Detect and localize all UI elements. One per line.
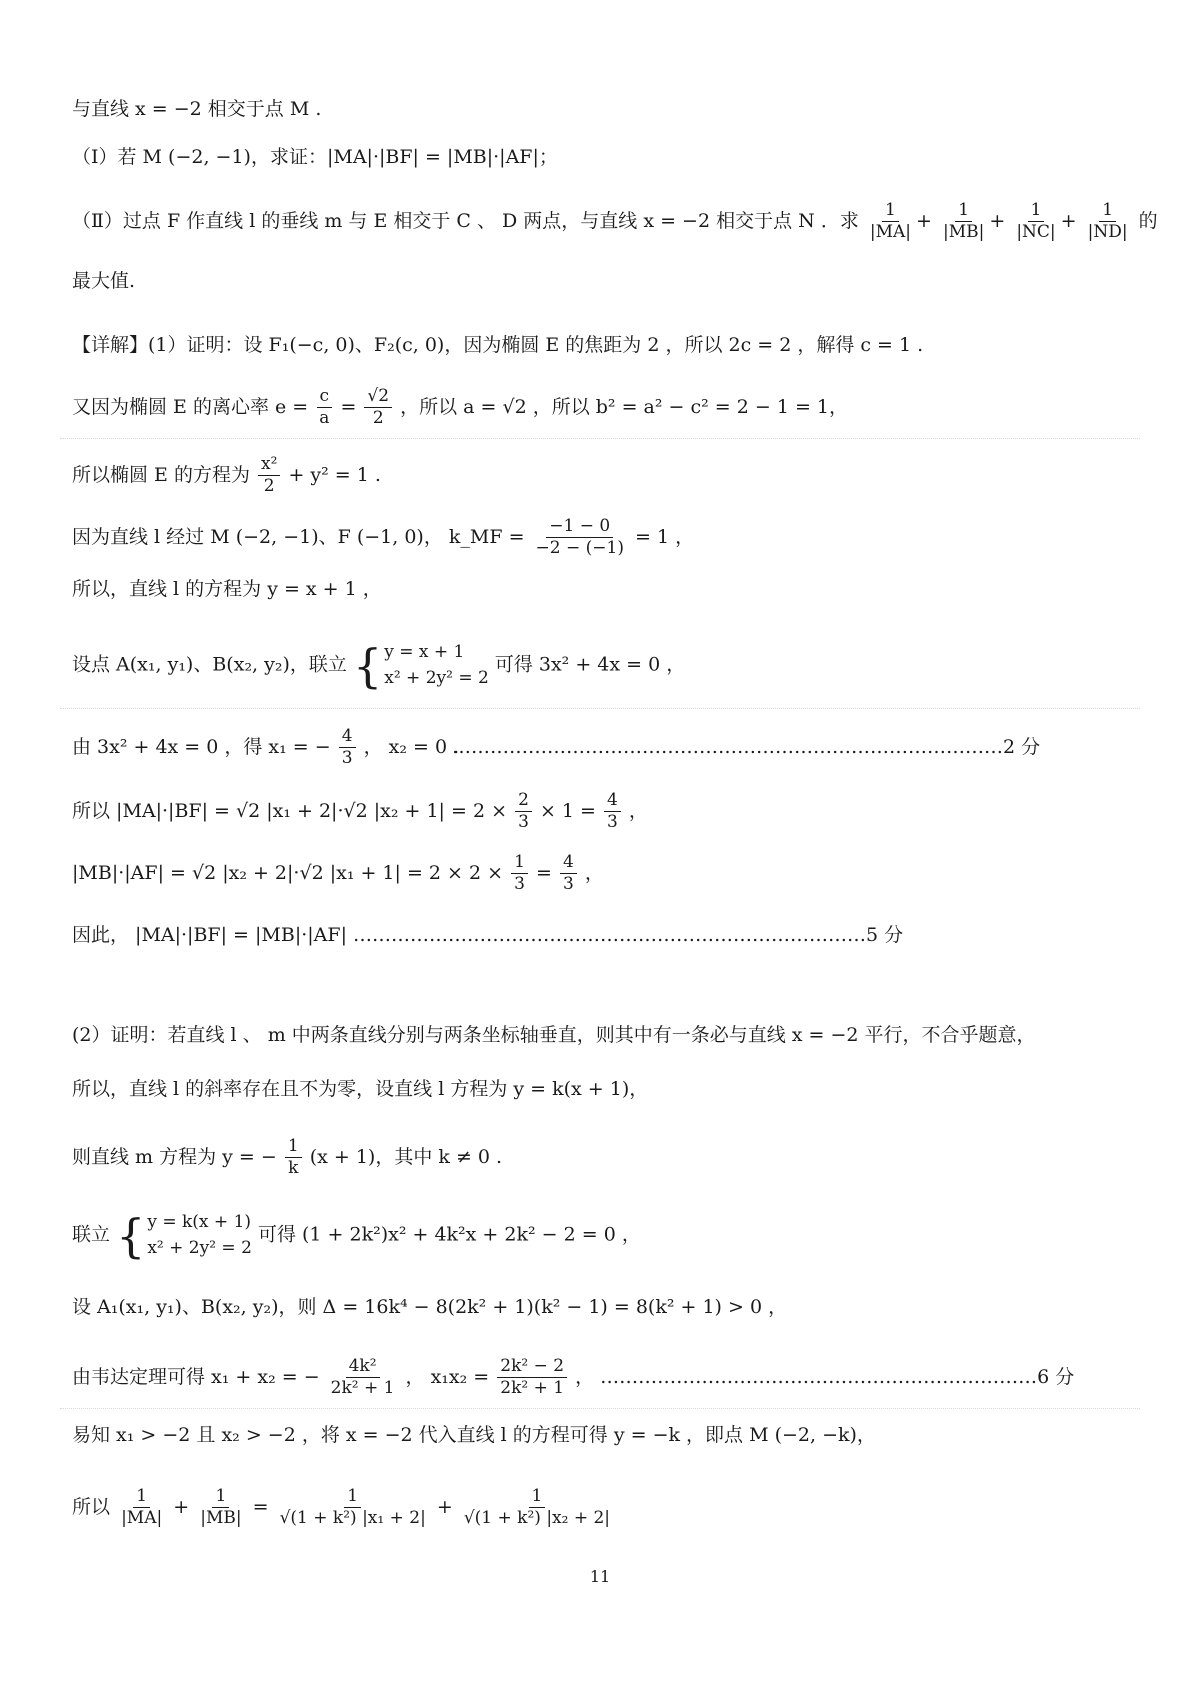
denominator: 2k² + 1 (500, 1378, 565, 1399)
text-span: 所以椭圆 E 的方程为 (72, 463, 250, 486)
text-span: ， x₁x₂ = (405, 1365, 490, 1388)
denominator: −2 − (−1) (535, 538, 624, 559)
denominator: 3 (562, 874, 574, 895)
numerator: 4 (560, 852, 577, 874)
denominator: |MB| (200, 1508, 242, 1529)
fraction (258, 454, 280, 498)
text-line: （Ⅱ）过点 F 作直线 l 的垂线 m 与 E 相交于 C 、 D 两点，与直线 x = −2 相交于点 N ．求 $\frac{1}{|MA|}$ + $\frac{1}{|MB|}$ + $\frac{1}{|NC|}$ + $\frac{1}{|ND|}$ 的 (72, 200, 1158, 243)
text-line (72, 1210, 641, 1261)
numerator: 1 (1028, 200, 1045, 222)
text-span: 由 3x² + 4x = 0 ，得 x₁ = − (72, 735, 331, 758)
numerator: √2 (364, 386, 392, 408)
fraction (316, 386, 332, 430)
divider (60, 708, 1140, 709)
text-line: (2）证明：若直线 l 、 m 中两条直线分别与两条坐标轴垂直，则其中有一条必与直线 x = −2 平行，不合乎题意， (72, 1024, 1036, 1046)
numerator: 4 (339, 726, 356, 748)
score-marker: ………………………………………………………………………5 分 (353, 924, 904, 946)
system-row: y = x + 1 (384, 642, 465, 662)
text-line: 最大值. (72, 270, 136, 292)
text-line (72, 926, 903, 945)
denominator: |MA| (121, 1508, 163, 1529)
denominator: k (288, 1158, 299, 1179)
denominator: |NC| (1016, 222, 1056, 243)
text-line (72, 726, 459, 770)
denominator: 2 (263, 476, 275, 497)
text-span: 的 (1138, 209, 1158, 232)
text-line: 易知 x₁ > −2 且 x₂ > −2 ，将 x = −2 代入直线 l 的方程可得 y = −k ，即点 M (−2, −k)， (72, 1424, 876, 1446)
numerator: 1 (212, 1486, 229, 1508)
page-number: 11 (589, 1567, 611, 1586)
text-span: + (173, 1495, 190, 1518)
score-marker: ……………………………………………………………………………2 分 (452, 736, 1041, 758)
denominator: 2 (372, 408, 384, 429)
text-span: （Ⅱ）过点 F 作直线 l 的垂线 m 与 E 相交于 C 、 D 两点，与直线 x = −2 相交于点 N ．求 (72, 209, 859, 232)
text-span: 联立 (72, 1223, 111, 1246)
text-span: ， x₂ = 0 . (363, 735, 460, 758)
denominator: √(1 + k²) |x₁ + 2| (279, 1508, 426, 1529)
denominator: |MA| (869, 222, 912, 243)
fraction (118, 1486, 165, 1530)
denominator: 2k² + 1 (330, 1378, 395, 1399)
fraction (1085, 200, 1131, 244)
text-span: + y² = 1 . (288, 463, 381, 486)
text-span: ，所以 a = √2 ，所以 b² = a² − c² = 2 − 1 = 1， (400, 395, 848, 418)
text-span: = (535, 861, 552, 884)
text-line (72, 516, 694, 560)
text-line (72, 386, 848, 430)
text-span: 可得 3x² + 4x = 0 ， (494, 653, 686, 676)
text-span: ， (584, 861, 604, 884)
numerator: 1 (1099, 200, 1116, 222)
text-span: × 1 = (539, 799, 596, 822)
text-line: 与直线 x = −2 相交于点 M . (72, 98, 322, 120)
text-span: + (436, 1495, 453, 1518)
denominator: |MB| (942, 222, 985, 243)
system-row: x² + 2y² = 2 (147, 1237, 252, 1258)
text-span: 因为直线 l 经过 M (−2, −1)、F (−1, 0)， k_MF = (72, 525, 525, 548)
numerator: 1 (511, 852, 528, 874)
text-span: 设点 A(x₁, y₁)、B(x₂, y₂)，联立 (72, 653, 347, 676)
text-line (72, 454, 381, 498)
denominator: |ND| (1087, 222, 1128, 243)
fraction (940, 200, 987, 244)
fraction (604, 790, 621, 834)
text-line (72, 852, 604, 896)
fraction (339, 726, 356, 770)
denominator: 3 (518, 812, 529, 833)
fraction (285, 1136, 302, 1180)
text-span: |MB|·|AF| = √2 |x₂ + 2|·√2 |x₁ + 1| = 2 × 2 × (72, 861, 504, 884)
fraction (560, 852, 577, 896)
denominator: 3 (607, 812, 618, 833)
numerator: 1 (955, 200, 972, 222)
text-span: = (252, 1495, 269, 1518)
fraction (1013, 200, 1058, 244)
fraction (533, 516, 627, 560)
numerator: 1 (882, 200, 899, 222)
fraction (515, 790, 532, 834)
denominator: 3 (514, 874, 525, 895)
system-row: x² + 2y² = 2 (384, 667, 489, 688)
numerator: 4 (604, 790, 621, 812)
denominator: 3 (341, 748, 353, 769)
text-span: ， (628, 799, 648, 822)
fraction (328, 1356, 398, 1400)
text-span: ， (575, 1365, 595, 1388)
text-span: 由韦达定理可得 x₁ + x₂ = − (72, 1365, 320, 1388)
score-marker: ……………………………………………………………6 分 (600, 1365, 1075, 1388)
equation-system: { y = k(x + 1) x² + 2y² = 2 (116, 1208, 252, 1263)
divider (60, 438, 1140, 439)
equation-system: { y = x + 1 x² + 2y² = 2 (352, 638, 489, 693)
numerator: c (317, 386, 333, 408)
text-line (72, 1136, 502, 1180)
denominator: √(1 + k²) |x₂ + 2| (463, 1508, 611, 1529)
fraction (197, 1486, 244, 1530)
fraction (867, 200, 914, 244)
text-span: 可得 (1 + 2k²)x² + 4k²x + 2k² − 2 = 0 ， (257, 1223, 641, 1246)
text-line: 设 A₁(x₁, y₁)、B(x₂, y₂)，则 Δ = 16k⁴ − 8(2k² + 1)(k² − 1) = 8(k² + 1) > 0 ， (72, 1296, 788, 1318)
numerator: 2k² − 2 (497, 1356, 567, 1378)
text-line (72, 640, 685, 691)
text-line (72, 1486, 615, 1530)
text-span: (x + 1)，其中 k ≠ 0 . (309, 1145, 503, 1168)
fraction (461, 1486, 613, 1530)
text-span: 则直线 m 方程为 y = − (72, 1145, 277, 1168)
text-span: = (340, 395, 357, 418)
fraction (511, 852, 528, 896)
numerator: −1 − 0 (546, 516, 613, 538)
numerator: 1 (133, 1486, 150, 1508)
fraction (364, 386, 392, 430)
text-span: 所以 |MA|·|BF| = √2 |x₁ + 2|·√2 |x₂ + 1| = 2 × (72, 799, 508, 822)
fraction (497, 1356, 567, 1400)
system-row: y = k(x + 1) (147, 1212, 252, 1232)
text-span: 又因为椭圆 E 的离心率 e = (72, 395, 309, 418)
text-line: （Ⅰ）若 M (−2, −1)，求证：|MA|·|BF| = |MB|·|AF|； (72, 146, 558, 168)
numerator: 2 (515, 790, 532, 812)
text-span: 所以 (72, 1495, 111, 1518)
numerator: 1 (344, 1486, 361, 1508)
divider (60, 1408, 1140, 1409)
text-span: = 1 ， (635, 525, 695, 548)
denominator: a (319, 408, 330, 429)
fraction (277, 1486, 429, 1530)
numerator: 4k² (346, 1356, 380, 1378)
text-line (72, 1356, 1074, 1400)
text-line: 所以，直线 l 的方程为 y = x + 1 ， (72, 578, 382, 600)
numerator: 1 (529, 1486, 546, 1508)
text-line (72, 790, 648, 834)
text-line: 所以，直线 l 的斜率存在且不为零，设直线 l 方程为 y = k(x + 1)， (72, 1078, 649, 1100)
text-line: 【详解】(1）证明：设 F₁(−c, 0)、F₂(c, 0)，因为椭圆 E 的焦距为 2 ，所以 2c = 2 ，解得 c = 1 . (72, 334, 924, 356)
numerator: x² (258, 454, 280, 476)
text-span: 因此， |MA|·|BF| = |MB|·|AF| (72, 924, 347, 946)
numerator: 1 (285, 1136, 302, 1158)
